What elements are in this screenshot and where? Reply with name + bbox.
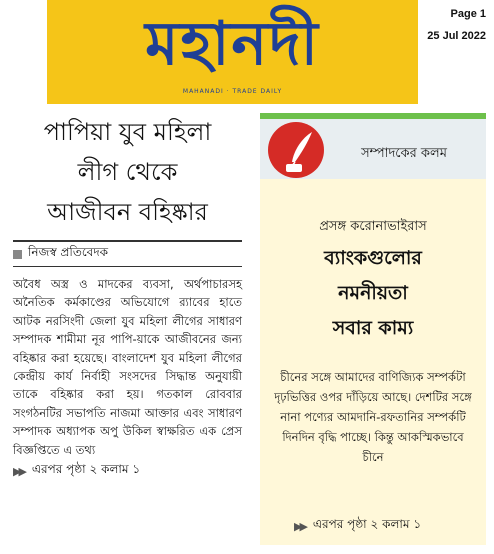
editorial-headline — [260, 241, 486, 346]
editorial-label: সম্পাদকের কলম — [361, 146, 447, 161]
continuation-text: এরপর পৃষ্ঠা ২ কলাম ১ — [312, 517, 422, 531]
page-number: Page 1 — [450, 8, 486, 20]
headline-line: নমনীয়তা — [338, 282, 408, 304]
square-bullet-icon — [13, 250, 22, 259]
byline — [13, 240, 242, 267]
editorial-box — [260, 113, 486, 545]
article-continuation[interactable] — [13, 461, 242, 481]
headline-line: ব্যাংকগুলোর — [324, 247, 422, 269]
article-headline — [13, 112, 242, 232]
editorial-continuation[interactable] — [294, 516, 421, 536]
byline-text: নিজস্ব প্রতিবেদক — [28, 245, 109, 259]
double-arrow-icon: ▶▶ — [13, 464, 24, 478]
headline-line: সবার কাম্য — [332, 317, 414, 339]
double-arrow-icon: ▶▶ — [294, 519, 305, 533]
page-date: 25 Jul 2022 — [427, 30, 486, 42]
quill-inkpot-icon — [268, 122, 324, 178]
editorial-body: চীনের সঙ্গে আমাদের বাণিজ্যিক সম্পর্কটা দৃঢ়ভিত্তির ওপর দাঁড়িয়ে আছে। দেশটির সঙ্গে নানা পণ্যের আমদানি-রফতানির সম্পর্কটি দিনদিন বৃদ্ধি পাচ্ছে। কিন্তু আকস্মিকভাবে চীনে — [274, 370, 472, 464]
masthead-tagline: MAHANADI · TRADE DAILY — [182, 88, 283, 95]
editorial-kicker: প্রসঙ্গ করোনাভাইরাস — [319, 219, 427, 234]
article-body: অবৈধ অস্ত্র ও মাদকের ব্যবসা, অর্থপাচারসহ অনৈতিক কর্মকাণ্ডের অভিযোগে র‌্যাবের হাতে আটক নরসিংদী জেলা যুব মহিলা লীগের সাধারণ সম্পাদক শামীমা নূর পাপি-য়াকে আজীবনের জন্য বহিষ্কার করা হয়েছে। বাংলাদেশ যুব মহিলা লীগের কেন্দ্রীয় কার্য নির্বাহী সংসদের সিদ্ধান্ত অনুযায়ী তাকে বহিষ্কার করা হয়। গতকাল রোববার সংগঠনটির সভাপতি নাজমা আক্তার এবং সাধারণ সম্পাদক অধ্যাপক অপু উকিল স্বাক্ষরিত এক প্রেস বিজ্ঞপ্তিতে এ তথ্য — [13, 277, 242, 457]
news-article — [13, 112, 242, 481]
continuation-text: এরপর পৃষ্ঠা ২ কলাম ১ — [31, 462, 141, 477]
header-stripe — [260, 113, 486, 119]
headline-line: লীগ থেকে — [77, 158, 178, 186]
masthead-title: মহানদী — [145, 9, 320, 79]
headline-line: আজীবন বহিষ্কার — [47, 198, 208, 226]
editorial-header — [260, 113, 486, 179]
headline-line: পাপিয়া যুব মহিলা — [43, 118, 212, 146]
masthead — [47, 0, 418, 104]
